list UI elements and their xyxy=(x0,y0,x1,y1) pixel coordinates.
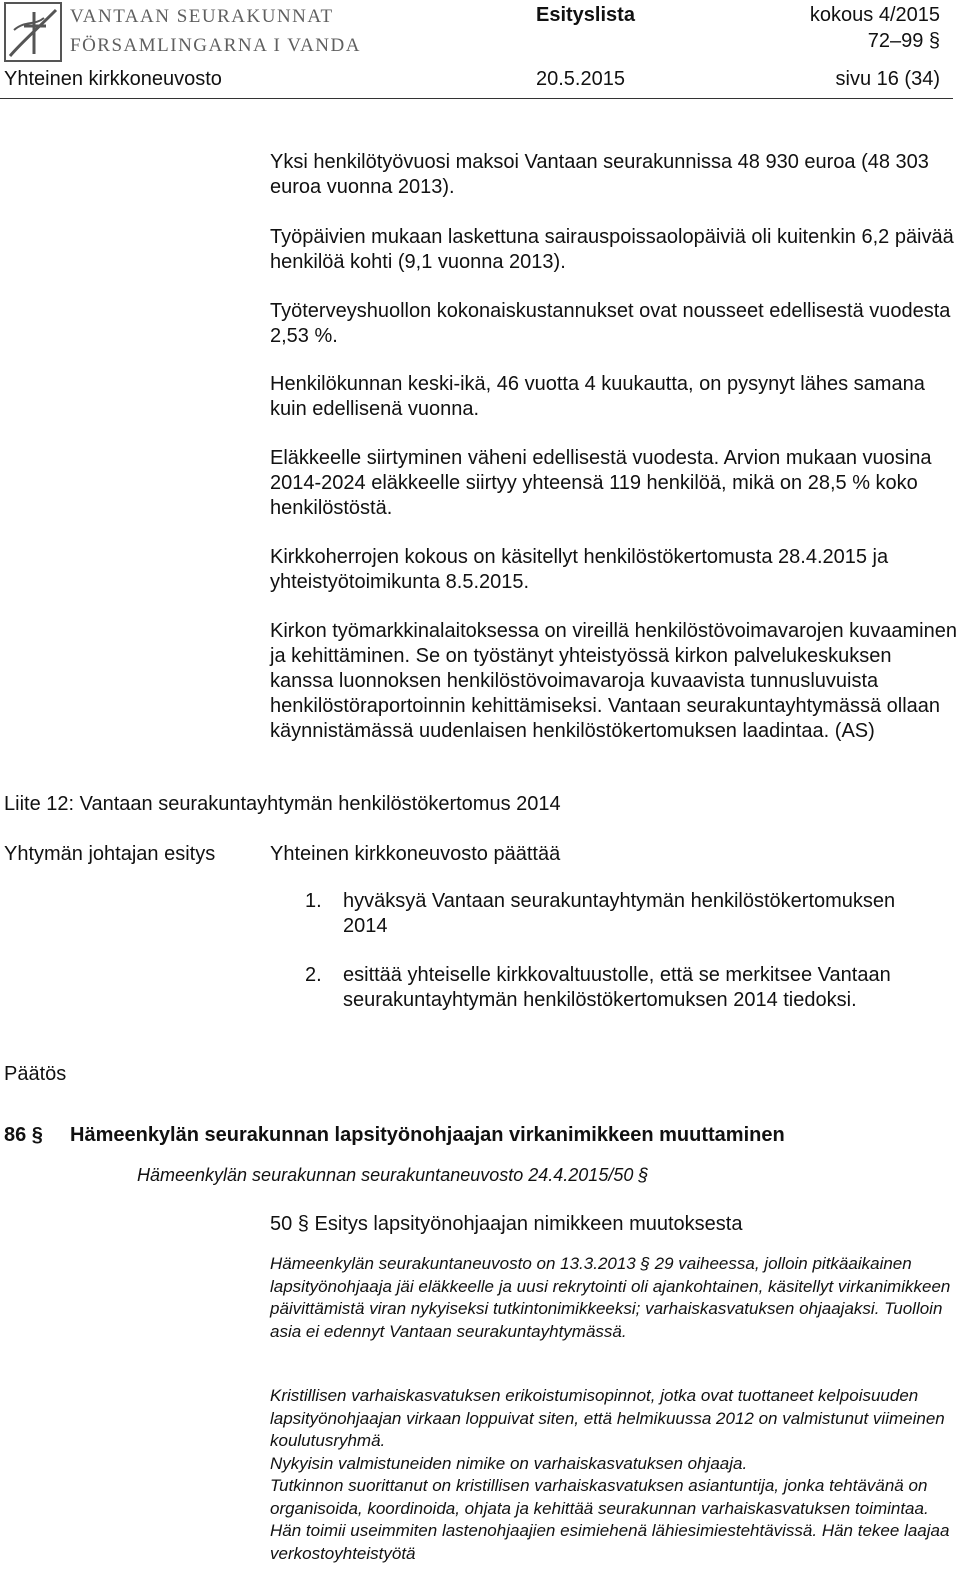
paragraph-retirement: Eläkkeelle siirtyminen väheni edellisestä vuodesta. Arvion mukaan vuosina 2014-2024 eläkkeelle siirtyy yhteensä 119 henkilöä, mikä on 28,5 % koko henkilöstöstä. xyxy=(270,447,932,519)
body-name: Yhteinen kirkkoneuvosto xyxy=(4,68,222,90)
proposal-item xyxy=(305,889,945,939)
meeting-number: kokous 4/2015 xyxy=(809,4,940,26)
org-logo xyxy=(4,2,62,62)
italic-line: Kristillisen varhaiskasvatuksen erikoistumisopinnot, jotka ovat tuottaneet kelpoisuuden lapsityönohjaajan virkaan loppuivat siten, että helmikuussa 2012 on valmistunut viimeinen koulutusryhmä. xyxy=(270,1386,945,1450)
section-range: 72–99 § xyxy=(867,30,940,52)
section-subheading: 50 § Esitys lapsityönohjaajan nimikkeen muutoksesta xyxy=(270,1213,743,1235)
proposal-lead: Yhteinen kirkkoneuvosto päättää xyxy=(270,843,561,865)
paragraph-cost: Yksi henkilötyövuosi maksoi Vantaan seurakunnissa 48 930 euroa (48 303 euroa vuonna 2013). xyxy=(270,151,929,198)
item-text: hyväksyä Vantaan seurakuntayhtymän henkilöstökertomuksen 2014 xyxy=(343,890,896,937)
doc-type: Esityslista xyxy=(536,4,635,26)
org-name-line1: VANTAAN SEURAKUNNAT xyxy=(70,6,334,27)
meeting-date: 20.5.2015 xyxy=(536,68,625,90)
italic-paragraph xyxy=(270,1385,960,1565)
org-name-line2: FÖRSAMLINGARNA I VANDA xyxy=(70,35,361,56)
paragraph-review: Kirkkoherrojen kokous on käsitellyt henkilöstökertomusta 28.4.2015 ja yhteistyötoimikunta 8.5.2015. xyxy=(270,546,889,593)
paragraph-average-age: Henkilökunnan keski-ikä, 46 vuotta 4 kuukautta, on pysynyt lähes samana kuin edellisenä vuonna. xyxy=(270,373,925,420)
section-number: 86 § xyxy=(4,1124,43,1146)
item-text: esittää yhteiselle kirkkovaltuustolle, että se merkitsee Vantaan seurakuntayhtymän henkilöstökertomuksen 2014 tiedoksi. xyxy=(343,964,891,1011)
paragraph-occupational-health: Työterveyshuollon kokonaiskustannukset ovat nousseet edellisestä vuodesta 2,53 %. xyxy=(270,300,951,347)
page-number: sivu 16 (34) xyxy=(835,68,940,90)
italic-line: Tutkinnon suorittanut on kristillisen varhaiskasvatuksen asiantuntija, jonka tehtävänä on organisoida, koordinoida, ohjata ja kehittää seurakunnan varhaiskasvatuksen toimintaa. Hän toimii useimmiten lastenohjaajien esimiehenä lähiesimiestehtävissä. Hän tekee laajaa verkostoyhteistyötä xyxy=(270,1476,950,1563)
section-source: Hämeenkylän seurakunnan seurakuntaneuvosto 24.4.2015/50 § xyxy=(137,1165,649,1185)
section-title: Hämeenkylän seurakunnan lapsityönohjaajan virkanimikkeen muuttaminen xyxy=(70,1124,785,1146)
italic-paragraph: Hämeenkylän seurakuntaneuvosto on 13.3.2013 § 29 vaiheessa, jolloin pitkäaikainen lapsityönohjaaja jäi eläkkeelle ja uusi rekrytointi oli ajankohtainen, käsitellyt virkanimikkeen päivittämistä viran nykyiseksi tutkintonimikkeeksi; varhaiskasvatuksen ohjaajaksi. Tuolloin asia ei edennyt Vantaan seurakuntayhtymässä. xyxy=(270,1254,951,1341)
italic-line: Nykyisin valmistuneiden nimike on varhaiskasvatuksen ohjaaja. xyxy=(270,1453,748,1473)
header-divider xyxy=(0,98,953,99)
church-logo-icon xyxy=(4,2,62,62)
item-number: 2. xyxy=(305,964,322,986)
paragraph-sick-leave: Työpäivien mukaan laskettuna sairauspoissaolopäiviä oli kuitenkin 6,2 päivää henkilöä kohti (9,1 vuonna 2013). xyxy=(270,226,954,273)
attachment-link[interactable]: Liite 12: Vantaan seurakuntayhtymän henkilöstökertomus 2014 xyxy=(4,793,561,815)
decision-label: Päätös xyxy=(4,1063,67,1085)
proposal-label: Yhtymän johtajan esitys xyxy=(4,843,216,865)
paragraph-development: Kirkon työmarkkinalaitoksessa on vireillä henkilöstövoimavarojen kuvaaminen ja kehittäminen. Se on työstänyt yhteistyössä kirkon palvelukeskuksen kanssa luonnoksen henkilöstövoimavaroja kuvaavista tunnusluvuista henkilöstöraportoinnin kehittämiseksi. Vantaan seurakuntayhtymässä ollaan käynnistämässä uudenlaisen henkilöstökertomuksen laadintaa. (AS) xyxy=(270,620,957,742)
proposal-item xyxy=(305,963,945,1013)
item-number: 1. xyxy=(305,890,322,912)
